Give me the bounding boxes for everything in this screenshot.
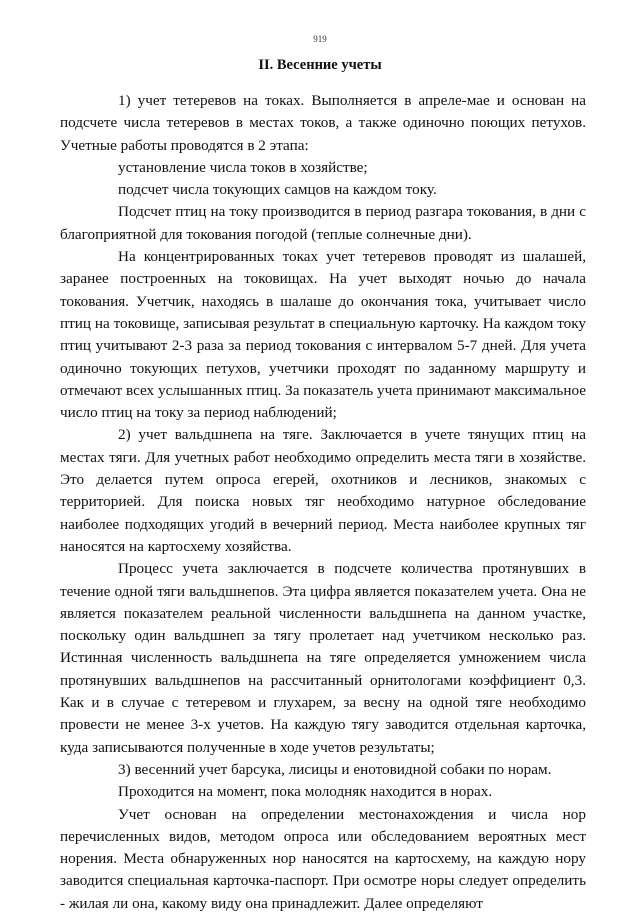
paragraph: 1) учет тетеревов на токах. Выполняется в апреле-мае и основан на подсчете числа тетеревов в местах токов, а также одиночно поющих петухов. Учетные работы проводятся в 2 этапа: <box>60 92 586 154</box>
page-number: 919 <box>313 34 327 44</box>
section-title: II. Весенние учеты <box>258 57 382 73</box>
paragraph: установление числа токов в хозяйстве; <box>118 158 368 176</box>
paragraph: На концентрированных токах учет тетеревов проводят из шалашей, заранее построенных на токовищах. На учет выходят ночью до начала токования. Учетчик, находясь в шалаше до окончания тока, учитывает число птиц на токовище, записывая результат в специальную карточку. На каждом току птиц учитывают 2-3 раза за период токования с интервалом 5-7 дней. Для учета одиночно токующих петухов, учетчики проходят по заданному маршруту и отмечают всех услышанных птиц. За показатель учета принимают максимальное число птиц на току за период наблюдений; <box>60 248 586 422</box>
paragraph: Подсчет птиц на току производится в период разгара токования, в дни с благоприятной для токования погодой (теплые солнечные дни). <box>60 203 586 243</box>
paragraph: Учет основан на определении местонахождения и числа нор перечисленных видов, методом опроса или обследованием вероятных мест норения. Места обнаруженных нор наносятся на картосхему, на каждую нору заводится специальная карточка-паспорт. При осмотре норы следует определить - жилая ли она, какому виду она принадлежит. Далее определяют <box>60 805 586 912</box>
body-text <box>60 90 586 915</box>
paragraph: 2) учет вальдшнепа на тяге. Заключается в учете тянущих птиц на местах тяги. Для учетных работ необходимо определить места тяги в хозяйстве. Это делается путем опроса егерей, охотников и лесников, знакомых с территорией. Для поиска новых тяг необходимо натурное обследование наиболее подходящих угодий в вечерний период. Места наиболее крупных тяг наносятся на картосхему хозяйства. <box>60 426 586 555</box>
paragraph: 3) весенний учет барсука, лисицы и енотовидной собаки по норам. <box>118 760 552 778</box>
paragraph: подсчет числа токующих самцов на каждом току. <box>118 181 437 199</box>
paragraph: Проходится на момент, пока молодняк находится в норах. <box>118 783 493 801</box>
paragraph: Процесс учета заключается в подсчете количества протянувших в течение одной тяги вальдшнепов. Эта цифра является показателем учета. Она не является показателем реальной численности вальдшнепа на данном участке, поскольку один вальдшнеп за тягу пролетает над учетчиком несколько раз. Истинная численность вальдшнепа на тяге определяется умножением числа протянувших вальдшнепов на рассчитанный орнитологами коэффициент 0,3. Как и в случае с тетеревом и глухарем, за весну на одной тяге необходимо провести не менее 3-х учетов. На каждую тягу заводится отдельная карточка, куда записываются полученные в ходе учетов результаты; <box>60 560 586 756</box>
